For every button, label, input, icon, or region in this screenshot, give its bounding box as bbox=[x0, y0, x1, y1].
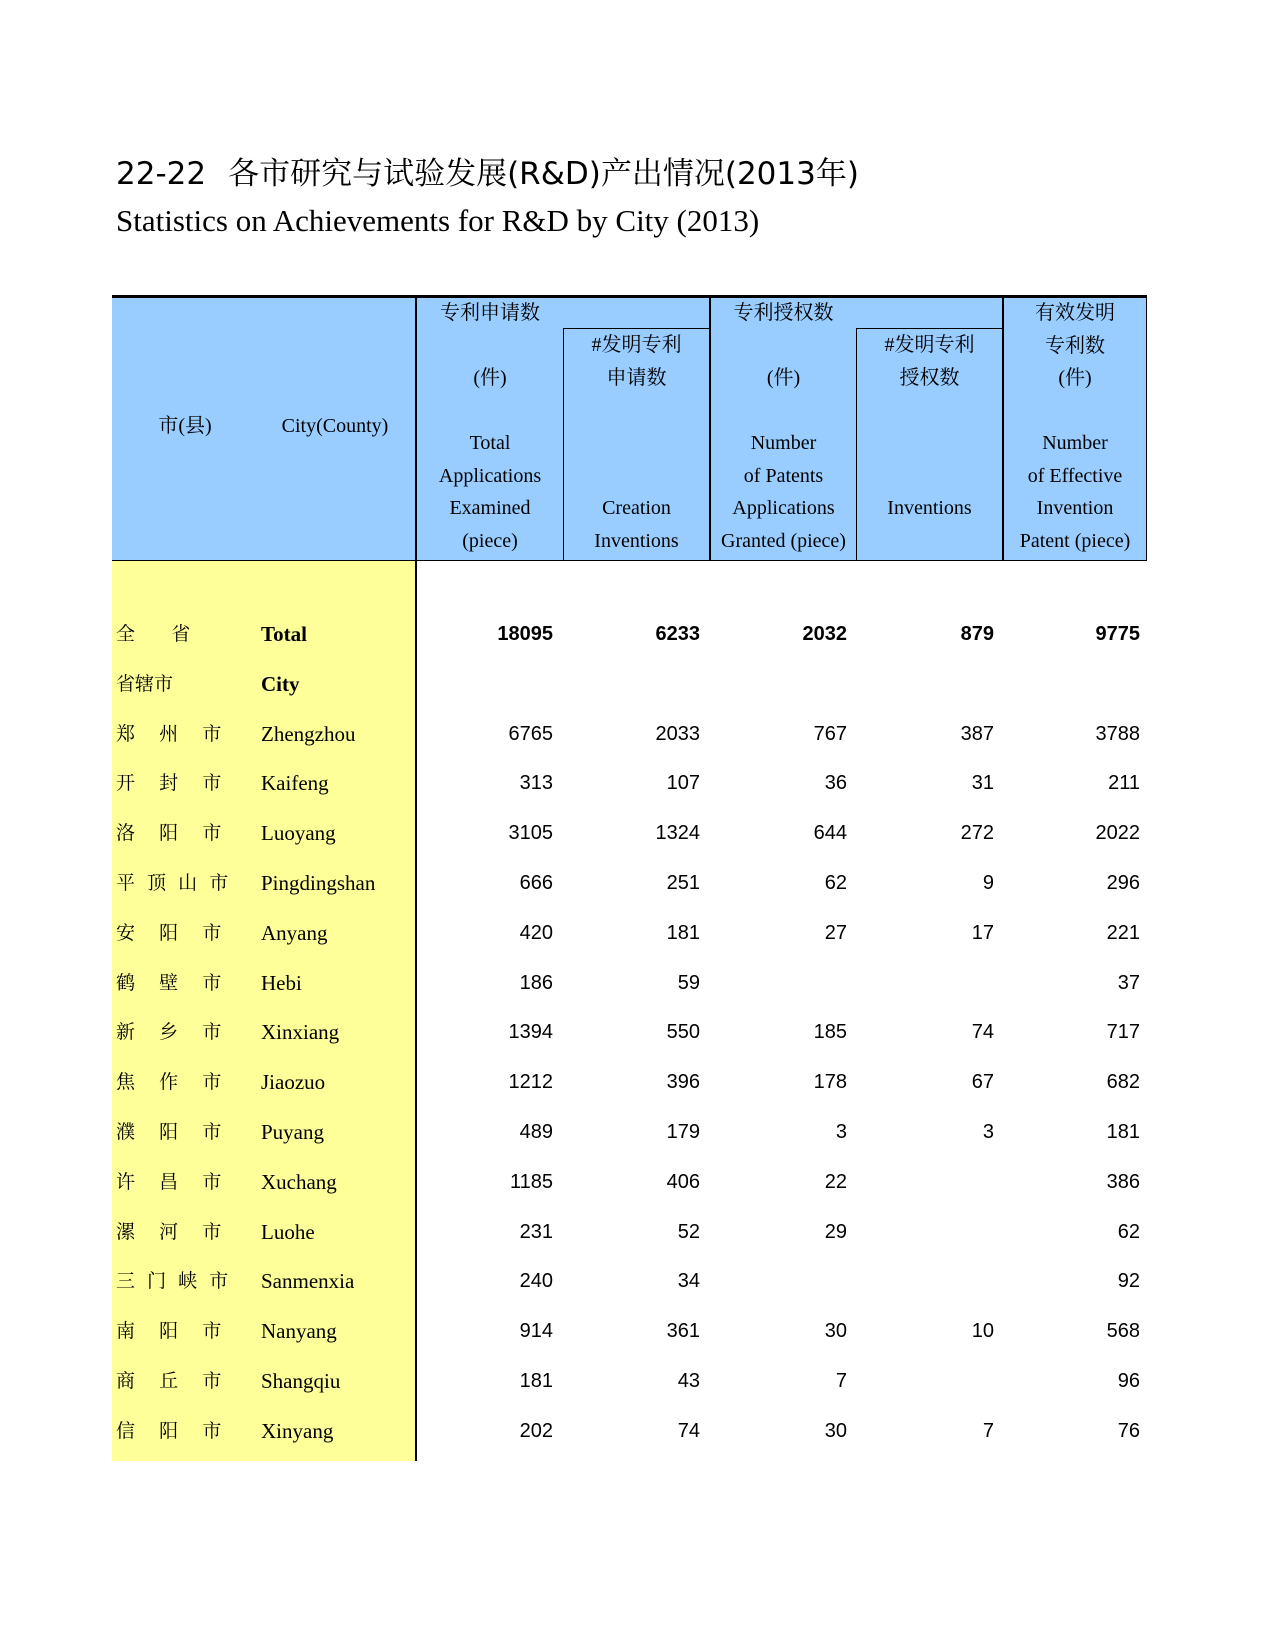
cell-col2: 2033 bbox=[655, 723, 700, 745]
header-col4-cn bbox=[857, 329, 1002, 394]
cell-col5: 296 bbox=[1106, 872, 1140, 894]
row-name-cn: 郑 州 市 bbox=[116, 723, 222, 745]
row-name-en: Luoyang bbox=[261, 821, 336, 845]
cell-col5: 568 bbox=[1106, 1320, 1140, 1342]
row-name-cn: 省辖市 bbox=[116, 673, 174, 695]
table-number: 22-22 bbox=[116, 156, 207, 192]
cell-col1: 1394 bbox=[508, 1021, 553, 1043]
cell-col2: 1324 bbox=[655, 822, 700, 844]
header-col1-en bbox=[417, 427, 563, 557]
cell-col3: 30 bbox=[824, 1320, 847, 1342]
cell-col1: 489 bbox=[519, 1121, 553, 1143]
cell-col4 bbox=[864, 1256, 994, 1306]
cell-col4 bbox=[864, 1356, 994, 1406]
row-name-en: Shangqiu bbox=[261, 1369, 341, 1393]
cell-col1: 1185 bbox=[509, 1171, 553, 1193]
table-row bbox=[112, 1157, 1146, 1207]
header-col2-en bbox=[564, 492, 709, 557]
cell-col3: 2032 bbox=[802, 623, 847, 645]
table-row bbox=[112, 758, 1146, 808]
table-row bbox=[112, 609, 1146, 659]
row-name-cn: 信 阳 市 bbox=[116, 1420, 222, 1442]
row-name-en: Zhengzhou bbox=[261, 722, 356, 746]
header-col1-en-line: (piece) bbox=[462, 529, 518, 552]
table-row bbox=[112, 1306, 1146, 1356]
header-col5-en-line: Number bbox=[1042, 432, 1108, 454]
table-row bbox=[112, 1256, 1146, 1306]
title-cn-text: 各市研究与试验发展(R&D)产出情况(2013年) bbox=[228, 156, 859, 192]
header-col1-group: 专利申请数 bbox=[440, 302, 540, 324]
header-col3-group: 专利授权数 bbox=[733, 302, 834, 324]
header-col3-en-line: Number bbox=[750, 432, 817, 454]
header-col1-en-line: Examined bbox=[449, 497, 531, 520]
header-col4-en bbox=[857, 492, 1002, 525]
header-col2-cn-line: 申请数 bbox=[606, 366, 667, 389]
row-name-en: Total bbox=[261, 622, 307, 646]
row-name-en: Pingdingshan bbox=[261, 871, 376, 895]
row-name-en: Luohe bbox=[261, 1220, 315, 1244]
cell-col5: 62 bbox=[1117, 1221, 1140, 1243]
header-col3-en-line: of Patents bbox=[743, 464, 824, 487]
header-col5-cn bbox=[1004, 297, 1146, 395]
cell-col3: 62 bbox=[824, 872, 847, 894]
cell-col4: 387 bbox=[960, 723, 994, 745]
row-name-cn: 许 昌 市 bbox=[116, 1171, 222, 1193]
cell-col5: 3788 bbox=[1095, 723, 1140, 745]
header-col5-en-line: of Effective bbox=[1027, 464, 1123, 487]
header-col1-unit: (件) bbox=[473, 367, 507, 389]
cell-col2: 34 bbox=[677, 1270, 700, 1292]
top-rule bbox=[112, 295, 1147, 298]
cell-col4: 879 bbox=[960, 623, 994, 645]
cell-col3 bbox=[717, 958, 847, 1008]
row-name-cn: 商 丘 市 bbox=[116, 1370, 222, 1392]
cell-col4: 7 bbox=[982, 1420, 994, 1442]
cell-col1: 313 bbox=[519, 772, 553, 794]
header-col4-cn-line: 授权数 bbox=[899, 366, 960, 389]
row-name-cn: 平 顶 山 市 bbox=[116, 872, 229, 894]
header-col3-unit: (件) bbox=[766, 367, 801, 389]
header-col5-en bbox=[1004, 427, 1146, 557]
table-row bbox=[112, 958, 1146, 1008]
cell-col4: 31 bbox=[971, 772, 994, 794]
cell-col2: 396 bbox=[666, 1071, 700, 1093]
page-title-en: Statistics on Achievements for R&D by City (2013) bbox=[116, 203, 760, 238]
cell-col5: 92 bbox=[1117, 1270, 1140, 1292]
cell-col4: 3 bbox=[982, 1121, 994, 1143]
cell-col2: 406 bbox=[666, 1171, 700, 1193]
row-name-cn: 濮 阳 市 bbox=[116, 1121, 222, 1143]
row-name-en: Nanyang bbox=[261, 1319, 337, 1343]
cell-col3: 30 bbox=[824, 1420, 847, 1442]
table-row bbox=[112, 1356, 1146, 1406]
header-col1-en-line: Total bbox=[469, 432, 511, 454]
row-name-en: Sanmenxia bbox=[261, 1269, 355, 1293]
header-col3-en-line: Applications bbox=[732, 497, 835, 520]
cell-col1: 18095 bbox=[497, 623, 553, 645]
cell-col5: 211 bbox=[1108, 772, 1140, 794]
header-right-border bbox=[1146, 297, 1147, 561]
header-col5-cn-line: (件) bbox=[1058, 367, 1092, 390]
header-col3-en-line: Granted (piece) bbox=[721, 529, 846, 552]
cell-col1 bbox=[423, 659, 553, 709]
cell-col4 bbox=[864, 958, 994, 1008]
header-col5-cn-line: 专利数 bbox=[1045, 334, 1105, 357]
cell-col5 bbox=[1010, 659, 1140, 709]
cell-col2: 6233 bbox=[655, 623, 700, 645]
cell-col2: 107 bbox=[666, 772, 700, 794]
table-row bbox=[112, 1057, 1146, 1107]
row-name-cn: 洛 阳 市 bbox=[116, 822, 222, 844]
row-name-en: Hebi bbox=[261, 971, 302, 995]
header-col5-en-line: Patent (piece) bbox=[1019, 529, 1131, 552]
row-name-en: Kaifeng bbox=[261, 771, 329, 795]
cell-col5: 717 bbox=[1106, 1021, 1140, 1043]
row-name-cn: 全 省 bbox=[116, 623, 191, 645]
header-col3-en bbox=[711, 427, 856, 557]
cell-col4 bbox=[864, 1157, 994, 1207]
row-name-en: Xinxiang bbox=[261, 1020, 340, 1044]
table-row bbox=[112, 808, 1146, 858]
cell-col3: 7 bbox=[835, 1370, 847, 1392]
header-col5-en-line: Invention bbox=[1036, 497, 1114, 520]
cell-col3 bbox=[717, 659, 847, 709]
header-col2-en-line: Inventions bbox=[594, 529, 679, 552]
cell-col3 bbox=[717, 1256, 847, 1306]
header-col2-cn bbox=[564, 329, 709, 394]
cell-col3: 185 bbox=[813, 1021, 847, 1043]
row-name-en: Jiaozuo bbox=[261, 1070, 326, 1094]
cell-col3: 767 bbox=[813, 723, 847, 745]
cell-col1: 666 bbox=[519, 872, 553, 894]
row-name-cn: 开 封 市 bbox=[116, 772, 222, 794]
cell-col1: 914 bbox=[519, 1320, 553, 1342]
row-name-en: Xuchang bbox=[261, 1170, 337, 1194]
cell-col2: 52 bbox=[677, 1221, 700, 1243]
cell-col1: 1212 bbox=[508, 1071, 553, 1093]
cell-col4: 10 bbox=[971, 1320, 994, 1342]
cell-col5: 2022 bbox=[1095, 822, 1140, 844]
header-col4-cn-line: #发明专利 bbox=[884, 334, 975, 356]
table-row bbox=[112, 659, 1146, 709]
cell-col4: 74 bbox=[971, 1021, 994, 1043]
row-name-cn: 南 阳 市 bbox=[116, 1320, 222, 1342]
cell-col3: 3 bbox=[835, 1121, 847, 1143]
cell-col1: 181 bbox=[519, 1370, 553, 1392]
row-name-cn: 三 门 峡 市 bbox=[116, 1270, 229, 1292]
header-city-cn: 市(县) bbox=[158, 415, 212, 437]
cell-col3: 36 bbox=[824, 772, 847, 794]
row-name-en: Xinyang bbox=[261, 1419, 334, 1443]
cell-col1: 6765 bbox=[508, 723, 553, 745]
cell-col2 bbox=[570, 659, 700, 709]
cell-col5: 76 bbox=[1117, 1420, 1140, 1442]
cell-col3: 27 bbox=[824, 922, 847, 944]
header-col1-en-line: Applications bbox=[438, 464, 542, 487]
cell-col1: 420 bbox=[519, 922, 553, 944]
cell-col2: 59 bbox=[677, 972, 700, 994]
cell-col1: 231 bbox=[519, 1221, 553, 1243]
cell-col4: 272 bbox=[960, 822, 994, 844]
row-name-cn: 新 乡 市 bbox=[116, 1021, 222, 1043]
cell-col5: 37 bbox=[1117, 972, 1140, 994]
row-name-en: City bbox=[261, 672, 300, 696]
row-name-cn: 安 阳 市 bbox=[116, 922, 222, 944]
table-row bbox=[112, 858, 1146, 908]
cell-col5: 96 bbox=[1117, 1370, 1140, 1392]
cell-col4 bbox=[864, 659, 994, 709]
row-name-cn: 焦 作 市 bbox=[116, 1071, 222, 1093]
cell-col5: 221 bbox=[1106, 922, 1140, 944]
header-col2-en-line: Creation bbox=[602, 497, 671, 519]
header-bottom-rule bbox=[112, 560, 1147, 561]
cell-col5: 181 bbox=[1106, 1121, 1140, 1143]
cell-col2: 361 bbox=[666, 1320, 700, 1342]
cell-col2: 74 bbox=[677, 1420, 700, 1442]
row-name-cn: 漯 河 市 bbox=[116, 1221, 222, 1243]
header-col4-en-line: Inventions bbox=[887, 497, 972, 519]
cell-col5: 682 bbox=[1106, 1071, 1140, 1093]
cell-col1: 186 bbox=[519, 972, 553, 994]
cell-col3: 29 bbox=[824, 1221, 847, 1243]
table-row bbox=[112, 1406, 1146, 1456]
header-col5-cn-line: 有效发明 bbox=[1035, 302, 1115, 324]
cell-col2: 179 bbox=[666, 1121, 700, 1143]
cell-col2: 550 bbox=[666, 1021, 700, 1043]
cell-col1: 202 bbox=[519, 1420, 553, 1442]
row-name-cn: 鹤 壁 市 bbox=[116, 972, 222, 994]
cell-col5: 386 bbox=[1106, 1171, 1140, 1193]
table-row bbox=[112, 1207, 1146, 1257]
cell-col4 bbox=[864, 1207, 994, 1257]
cell-col1: 240 bbox=[519, 1270, 553, 1292]
cell-col5: 9775 bbox=[1095, 623, 1140, 645]
cell-col3: 644 bbox=[813, 822, 847, 844]
table-row bbox=[112, 1107, 1146, 1157]
table-row bbox=[112, 908, 1146, 958]
row-name-en: Puyang bbox=[261, 1120, 324, 1144]
cell-col2: 43 bbox=[677, 1370, 700, 1392]
header-city-en: City(County) bbox=[281, 415, 389, 437]
row-name-en: Anyang bbox=[261, 921, 328, 945]
table-row bbox=[112, 1007, 1146, 1057]
cell-col3: 178 bbox=[813, 1071, 847, 1093]
cell-col4: 9 bbox=[982, 872, 994, 894]
cell-col2: 251 bbox=[666, 872, 700, 894]
page-title-cn bbox=[116, 148, 859, 193]
cell-col2: 181 bbox=[666, 922, 700, 944]
cell-col3: 22 bbox=[824, 1171, 847, 1193]
table-row bbox=[112, 709, 1146, 759]
cell-col4: 17 bbox=[971, 922, 994, 944]
cell-col1: 3105 bbox=[508, 822, 553, 844]
cell-col4: 67 bbox=[971, 1071, 994, 1093]
header-col2-cn-line: #发明专利 bbox=[591, 334, 682, 356]
